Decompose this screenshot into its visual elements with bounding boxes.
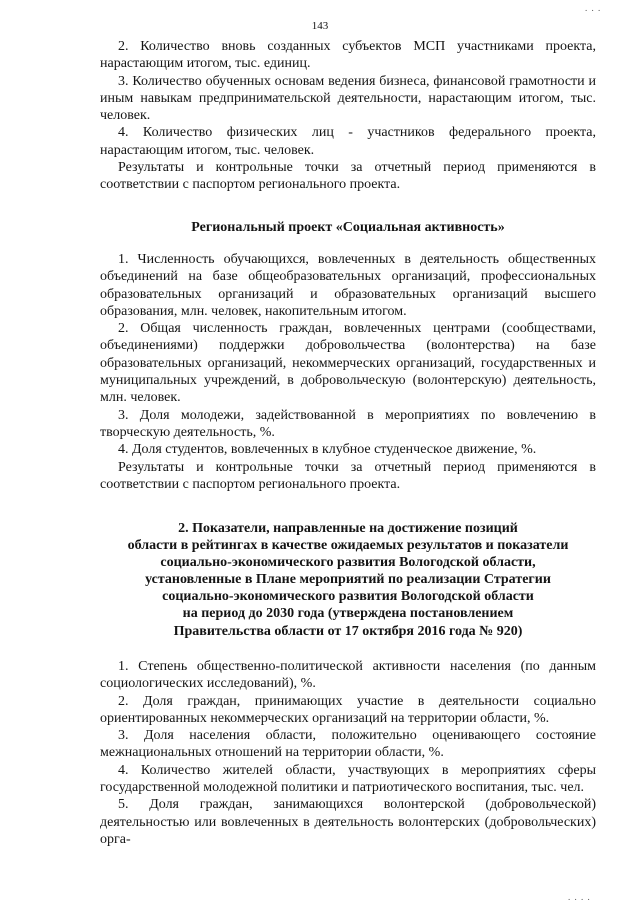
scan-edge-mark-bottom: . . . . bbox=[568, 892, 591, 902]
paragraph: 3. Доля молодежи, задействованной в мероприятиях по вовлечению в творческую деятельность, %. bbox=[100, 407, 596, 440]
heading-line: 2. Показатели, направленные на достижение позиций bbox=[178, 521, 518, 536]
paragraph: Результаты и контрольные точки за отчетный период применяются в соответствии с паспортом регионального проекта. bbox=[100, 160, 596, 193]
paragraph: 4. Доля студентов, вовлеченных в клубное студенческое движение, %. bbox=[118, 442, 537, 458]
heading-line: на период до 2030 года (утверждена постановлением bbox=[182, 606, 514, 622]
paragraph: Результаты и контрольные точки за отчетный период применяются в соответствии с паспортом регионального проекта. bbox=[100, 459, 596, 492]
scan-edge-mark-top: . . . bbox=[585, 3, 602, 13]
heading-line: области в рейтингах в качестве ожидаемых результатов и показатели bbox=[127, 538, 569, 554]
paragraph: 3. Доля населения области, положительно оценивающего состояние межнациональных отношений на территории области, %. bbox=[100, 728, 596, 761]
paragraph: 4. Количество физических лиц - участников федерального проекта, нарастающим итогом, тыс. человек. bbox=[100, 125, 596, 158]
paragraph: 3. Количество обученных основам ведения бизнеса, финансовой грамотности и иным навыкам предпринимательской деятельности, нарастающим итогом, тыс. человек. bbox=[100, 73, 596, 124]
section-heading-social-activity: Региональный проект «Социальная активность» bbox=[191, 220, 505, 235]
paragraph: 2. Количество вновь созданных субъектов МСП участниками проекта, нарастающим итогом, тыс. единиц. bbox=[100, 39, 596, 72]
section-strategy-indicators bbox=[100, 658, 596, 848]
section-msp-indicators bbox=[100, 38, 596, 194]
heading-line: Правительства области от 17 октября 2016 года № 920) bbox=[173, 623, 523, 639]
paragraph: 1. Численность обучающихся, вовлеченных в деятельность общественных объединений на базе общеобразовательных организаций, профессиональных образовательных организаций и образовательных организаций высшего образования, млн. человек, накопительным итогом. bbox=[100, 252, 596, 319]
paragraph: 1. Степень общественно-политической активности населения (по данным социологических исследований), %. bbox=[100, 659, 596, 692]
paragraph: 2. Доля граждан, принимающих участие в деятельности социально ориентированных некоммерческих организаций на территории области, %. bbox=[100, 693, 596, 726]
paragraph: 4. Количество жителей области, участвующих в мероприятиях сферы государственной молодежной политики и патриотического воспитания, тыс. чел. bbox=[100, 762, 596, 796]
section-heading-strategy-indicators bbox=[100, 520, 596, 640]
section-social-activity-indicators bbox=[100, 251, 596, 493]
heading-line: социально-экономического развития Вологодской области bbox=[162, 589, 534, 605]
heading-line: установленные в Плане мероприятий по реализации Стратегии bbox=[145, 572, 551, 588]
paragraph: 5. Доля граждан, занимающихся волонтерской (добровольческой) деятельностью или вовлеченных в деятельность волонтерских (добровольческих) орга- bbox=[100, 797, 596, 847]
page-number: 143 bbox=[311, 20, 329, 32]
heading-line: социально-экономического развития Вологодской области, bbox=[160, 555, 536, 571]
paragraph: 2. Общая численность граждан, вовлеченных центрами (сообществами, объединениями) поддержки добровольчества (волонтерства) на базе образовательных организаций, некоммерческих организаций, государственных и муниципальных учреждений, в добровольческую (волонтерскую) деятельность, млн. человек. bbox=[100, 321, 596, 406]
